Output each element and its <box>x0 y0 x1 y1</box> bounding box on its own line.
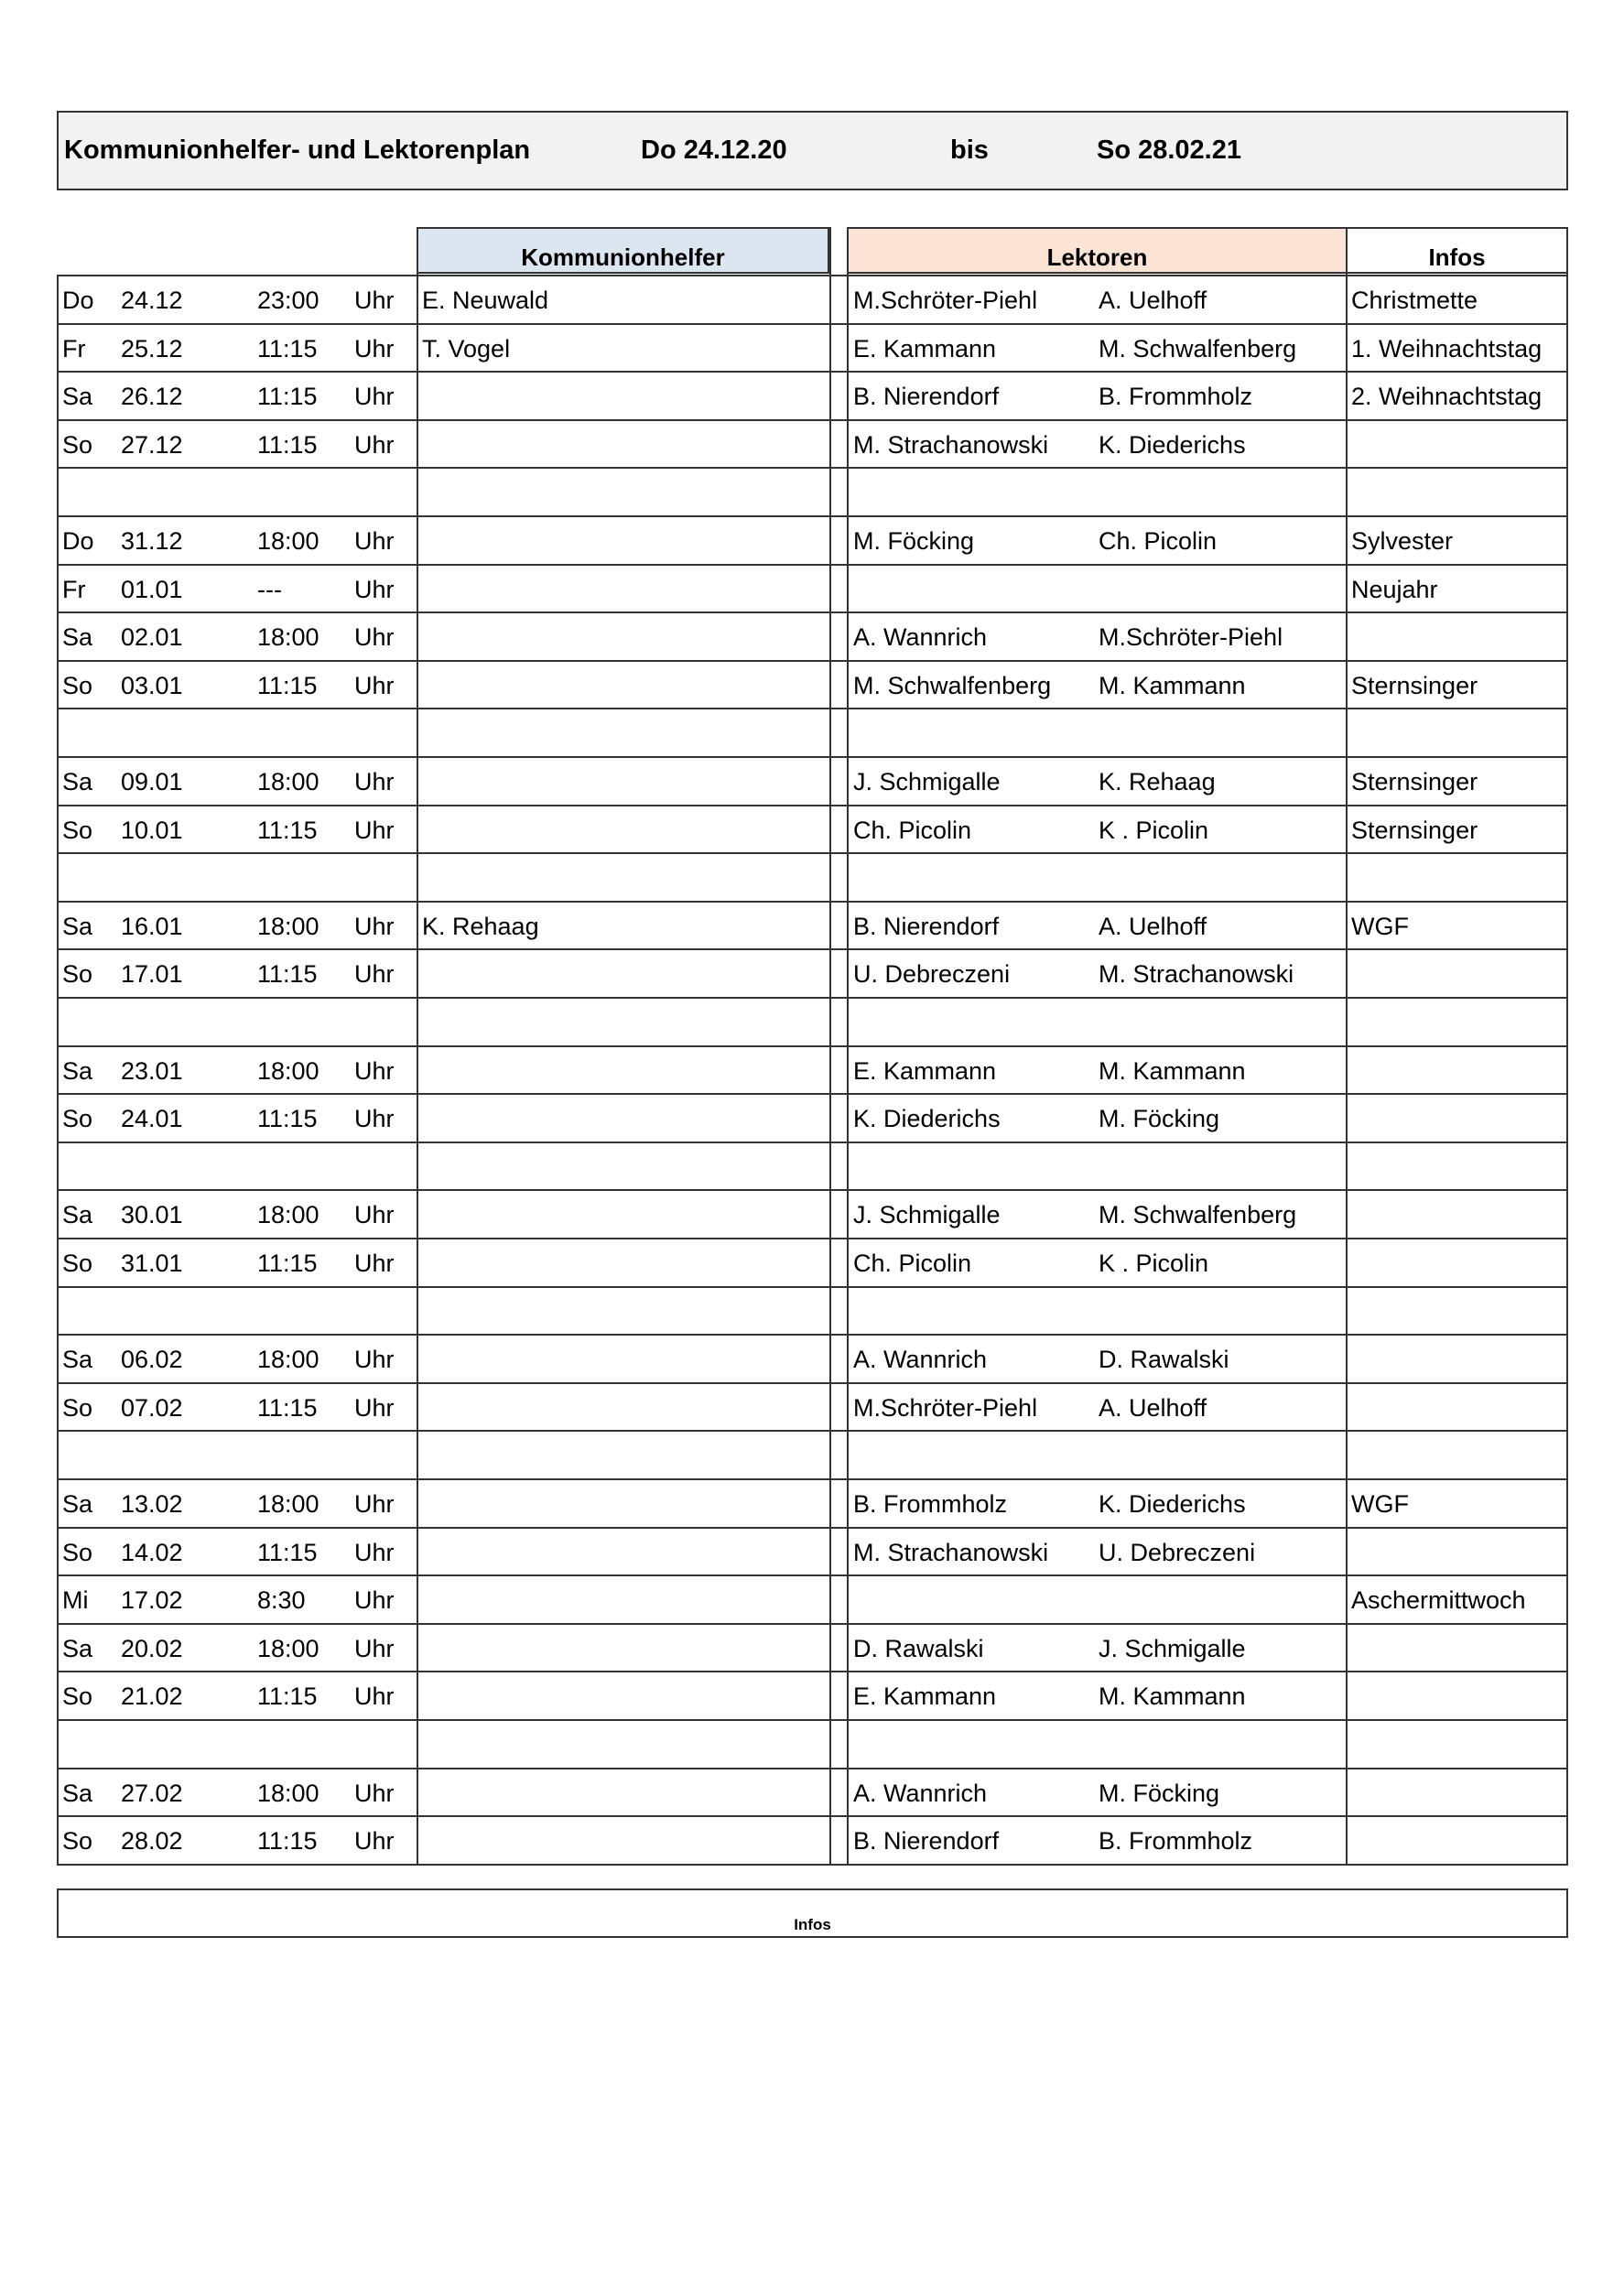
row-divider <box>57 1671 1568 1672</box>
column-header-infos: Infos <box>1346 227 1568 274</box>
lektor-1-cell: B. Nierendorf <box>853 383 1000 411</box>
time-cell: 18:00 <box>257 623 319 652</box>
lektor-1-cell: B. Frommholz <box>853 1490 1008 1518</box>
table-row <box>0 371 1624 419</box>
table-row <box>0 1574 1624 1623</box>
unit-cell: Uhr <box>354 912 395 940</box>
unit-cell: Uhr <box>354 334 395 362</box>
time-cell: 18:00 <box>257 1490 319 1518</box>
time-cell: 11:15 <box>257 430 318 459</box>
unit-cell: Uhr <box>354 1201 395 1229</box>
unit-cell: Uhr <box>354 1490 395 1518</box>
day-cell: Fr <box>62 575 86 603</box>
spacer-row <box>0 467 1624 515</box>
kommunionhelfer-cell: E. Neuwald <box>422 287 549 314</box>
date-cell: 07.02 <box>121 1393 183 1422</box>
date-cell: 27.12 <box>121 430 183 459</box>
row-divider <box>57 997 1568 999</box>
unit-cell: Uhr <box>354 1683 395 1711</box>
spacer-row <box>0 852 1624 901</box>
lektor-2-cell: A. Uelhoff <box>1099 912 1207 940</box>
spacer-row <box>0 1430 1624 1478</box>
column-header-kommunionhelfer: Kommunionhelfer <box>417 227 829 274</box>
time-cell: 11:15 <box>257 1250 318 1277</box>
row-divider <box>57 1334 1568 1336</box>
lektor-2-cell: K. Rehaag <box>1099 768 1216 795</box>
info-cell: Sternsinger <box>1351 768 1478 795</box>
lektor-2-cell: K . Picolin <box>1099 1250 1209 1277</box>
day-cell: Sa <box>62 1634 93 1662</box>
table-row <box>0 756 1624 805</box>
table-row <box>0 1093 1624 1142</box>
row-divider <box>57 1382 1568 1384</box>
day-cell: Fr <box>62 334 86 362</box>
table-row <box>0 660 1624 709</box>
table-row <box>0 419 1624 468</box>
time-cell: 18:00 <box>257 1779 319 1807</box>
time-cell: 18:00 <box>257 1346 319 1374</box>
spacer-row <box>0 708 1624 756</box>
date-from: Do 24.12.20 <box>641 135 787 165</box>
time-cell: 18:00 <box>257 912 319 940</box>
time-cell: 11:15 <box>257 334 318 362</box>
table-row <box>0 611 1624 660</box>
lektor-1-cell: K. Diederichs <box>853 1105 1001 1133</box>
day-cell: So <box>62 1250 93 1277</box>
unit-cell: Uhr <box>354 671 395 699</box>
table-row <box>0 1189 1624 1238</box>
row-divider <box>57 948 1568 950</box>
date-cell: 30.01 <box>121 1201 183 1229</box>
date-cell: 03.01 <box>121 671 183 699</box>
lektor-2-cell: U. Debreczeni <box>1099 1538 1256 1566</box>
date-cell: 27.02 <box>121 1779 183 1807</box>
time-cell: 11:15 <box>257 1105 318 1133</box>
unit-cell: Uhr <box>354 1393 395 1422</box>
lektor-1-cell: A. Wannrich <box>853 623 988 652</box>
row-divider <box>57 323 1568 325</box>
row-divider <box>57 1478 1568 1480</box>
column-header-lektoren: Lektoren <box>847 227 1348 274</box>
row-divider <box>57 611 1568 613</box>
time-cell: 18:00 <box>257 1201 319 1229</box>
date-cell: 13.02 <box>121 1490 183 1518</box>
day-cell: Mi <box>62 1586 89 1615</box>
lektor-2-cell: D. Rawalski <box>1099 1346 1229 1374</box>
time-cell: 8:30 <box>257 1586 306 1615</box>
time-cell: 11:15 <box>257 1538 318 1566</box>
lektor-2-cell: M. Schwalfenberg <box>1099 334 1297 362</box>
time-cell: 18:00 <box>257 527 319 555</box>
row-divider <box>57 660 1568 662</box>
date-cell: 23.01 <box>121 1056 183 1085</box>
lektor-2-cell: Ch. Picolin <box>1099 527 1218 555</box>
day-cell: Sa <box>62 623 93 652</box>
day-cell: So <box>62 671 93 699</box>
unit-cell: Uhr <box>354 768 395 795</box>
day-cell: Sa <box>62 768 93 795</box>
unit-cell: Uhr <box>354 527 395 555</box>
info-cell: Sylvester <box>1351 527 1454 555</box>
lektor-1-cell: J. Schmigalle <box>853 768 1001 795</box>
lektor-1-cell: D. Rawalski <box>853 1634 984 1662</box>
lektor-2-cell: A. Uelhoff <box>1099 287 1207 314</box>
spacer-row <box>0 1286 1624 1335</box>
date-cell: 10.01 <box>121 816 183 844</box>
row-divider <box>57 1527 1568 1529</box>
day-cell: Sa <box>62 1056 93 1085</box>
lektor-2-cell: B. Frommholz <box>1099 383 1253 411</box>
day-cell: So <box>62 1683 93 1711</box>
row-divider <box>57 1093 1568 1095</box>
row-divider <box>57 1430 1568 1432</box>
table-border-left <box>57 275 59 1864</box>
lektor-1-cell: U. Debreczeni <box>853 960 1011 989</box>
unit-cell: Uhr <box>354 1105 395 1133</box>
lektor-2-cell: M. Kammann <box>1099 1056 1246 1085</box>
time-cell: 11:15 <box>257 960 318 989</box>
time-cell: 11:15 <box>257 816 318 844</box>
table-row <box>0 948 1624 997</box>
table-row <box>0 1527 1624 1575</box>
table-row <box>0 323 1624 372</box>
table-row <box>0 901 1624 949</box>
day-cell: So <box>62 1827 93 1856</box>
row-divider <box>57 1574 1568 1576</box>
time-cell: 11:15 <box>257 1683 318 1711</box>
date-cell: 16.01 <box>121 912 183 940</box>
day-cell: Sa <box>62 1779 93 1807</box>
unit-cell: Uhr <box>354 575 395 603</box>
table-row <box>0 564 1624 612</box>
time-cell: 23:00 <box>257 287 319 314</box>
row-divider <box>57 1815 1568 1817</box>
row-divider <box>57 1719 1568 1721</box>
table-row <box>0 1334 1624 1382</box>
date-cell: 06.02 <box>121 1346 183 1374</box>
date-cell: 26.12 <box>121 383 183 411</box>
date-cell: 02.01 <box>121 623 183 652</box>
unit-cell: Uhr <box>354 1779 395 1807</box>
column-divider <box>417 227 418 1864</box>
unit-cell: Uhr <box>354 1056 395 1085</box>
time-cell: 18:00 <box>257 768 319 795</box>
lektor-2-cell: M. Kammann <box>1099 671 1246 699</box>
unit-cell: Uhr <box>354 1346 395 1374</box>
info-cell: WGF <box>1351 912 1409 940</box>
row-divider <box>57 756 1568 758</box>
lektor-2-cell: B. Frommholz <box>1099 1827 1253 1856</box>
lektor-1-cell: M.Schröter-Piehl <box>853 1393 1038 1422</box>
lektor-1-cell: Ch. Picolin <box>853 816 972 844</box>
lektor-2-cell: M. Schwalfenberg <box>1099 1201 1297 1229</box>
lektor-1-cell: B. Nierendorf <box>853 1827 1000 1856</box>
unit-cell: Uhr <box>354 1827 395 1856</box>
row-divider <box>57 852 1568 854</box>
lektor-1-cell: M.Schröter-Piehl <box>853 287 1038 314</box>
date-cell: 28.02 <box>121 1827 183 1856</box>
day-cell: So <box>62 1393 93 1422</box>
row-divider <box>57 275 1568 276</box>
unit-cell: Uhr <box>354 1586 395 1615</box>
info-cell: Sternsinger <box>1351 671 1478 699</box>
time-cell: 11:15 <box>257 383 318 411</box>
date-range-separator: bis <box>950 135 989 165</box>
unit-cell: Uhr <box>354 960 395 989</box>
lektor-1-cell: A. Wannrich <box>853 1779 988 1807</box>
lektor-1-cell: E. Kammann <box>853 1056 997 1085</box>
row-divider <box>57 1768 1568 1769</box>
date-cell: 31.12 <box>121 527 183 555</box>
date-cell: 17.01 <box>121 960 183 989</box>
day-cell: So <box>62 816 93 844</box>
column-divider <box>847 227 849 1864</box>
row-divider <box>57 1189 1568 1191</box>
date-cell: 25.12 <box>121 334 183 362</box>
table-row <box>0 1768 1624 1816</box>
info-cell: WGF <box>1351 1490 1409 1518</box>
day-cell: Do <box>62 287 94 314</box>
lektor-1-cell: M. Schwalfenberg <box>853 671 1052 699</box>
time-cell: --- <box>257 575 282 603</box>
spacer-row <box>0 1719 1624 1768</box>
spacer-row <box>0 997 1624 1045</box>
day-cell: Sa <box>62 383 93 411</box>
table-row <box>0 1671 1624 1719</box>
row-divider <box>57 371 1568 373</box>
table-row <box>0 1045 1624 1094</box>
table-row <box>0 515 1624 564</box>
info-cell: 1. Weihnachtstag <box>1351 334 1543 362</box>
table-row <box>0 1815 1624 1864</box>
unit-cell: Uhr <box>354 383 395 411</box>
date-cell: 31.01 <box>121 1250 183 1277</box>
info-cell: Christmette <box>1351 287 1478 314</box>
lektor-1-cell: E. Kammann <box>853 1683 997 1711</box>
time-cell: 18:00 <box>257 1634 319 1662</box>
lektor-2-cell: A. Uelhoff <box>1099 1393 1207 1422</box>
lektor-2-cell: K . Picolin <box>1099 816 1209 844</box>
row-divider <box>57 419 1568 421</box>
lektor-1-cell: E. Kammann <box>853 334 997 362</box>
column-divider <box>1346 227 1348 1864</box>
day-cell: Sa <box>62 912 93 940</box>
lektor-2-cell: K. Diederichs <box>1099 430 1246 459</box>
row-divider <box>57 1238 1568 1239</box>
time-cell: 11:15 <box>257 1393 318 1422</box>
unit-cell: Uhr <box>354 1634 395 1662</box>
row-divider <box>57 1045 1568 1047</box>
unit-cell: Uhr <box>354 623 395 652</box>
day-cell: Sa <box>62 1346 93 1374</box>
unit-cell: Uhr <box>354 816 395 844</box>
date-cell: 01.01 <box>121 575 183 603</box>
info-cell: 2. Weihnachtstag <box>1351 383 1543 411</box>
row-divider <box>57 1286 1568 1288</box>
day-cell: So <box>62 960 93 989</box>
date-cell: 17.02 <box>121 1586 183 1615</box>
lektor-2-cell: J. Schmigalle <box>1099 1634 1246 1662</box>
lektor-1-cell: Ch. Picolin <box>853 1250 972 1277</box>
info-cell: Neujahr <box>1351 575 1438 603</box>
table-row <box>0 1382 1624 1431</box>
table-border-right <box>1566 227 1568 1864</box>
row-divider <box>57 708 1568 709</box>
date-to: So 28.02.21 <box>1097 135 1241 165</box>
spacer-row <box>0 1142 1624 1190</box>
kommunionhelfer-cell: K. Rehaag <box>422 912 539 940</box>
footer-infos-box <box>57 1888 1568 1938</box>
lektor-2-cell: M. Strachanowski <box>1099 960 1294 989</box>
date-cell: 20.02 <box>121 1634 183 1662</box>
unit-cell: Uhr <box>354 1250 395 1277</box>
footer-infos-label: Infos <box>794 1916 831 1933</box>
day-cell: So <box>62 1538 93 1566</box>
date-cell: 24.12 <box>121 287 183 314</box>
row-divider <box>57 467 1568 469</box>
day-cell: So <box>62 1105 93 1133</box>
lektor-1-cell: M. Föcking <box>853 527 975 555</box>
info-cell: Aschermittwoch <box>1351 1586 1526 1615</box>
unit-cell: Uhr <box>354 1538 395 1566</box>
table-row <box>0 1478 1624 1527</box>
day-cell: Sa <box>62 1490 93 1518</box>
lektor-1-cell: M. Strachanowski <box>853 1538 1049 1566</box>
time-cell: 11:15 <box>257 1827 318 1856</box>
row-divider <box>57 564 1568 566</box>
date-cell: 09.01 <box>121 768 183 795</box>
row-divider <box>57 901 1568 903</box>
date-cell: 14.02 <box>121 1538 183 1566</box>
lektor-1-cell: A. Wannrich <box>853 1346 988 1374</box>
row-divider <box>57 1623 1568 1625</box>
table-row <box>0 805 1624 853</box>
unit-cell: Uhr <box>354 287 395 314</box>
lektor-2-cell: M. Föcking <box>1099 1105 1220 1133</box>
day-cell: So <box>62 430 93 459</box>
day-cell: Sa <box>62 1201 93 1229</box>
lektor-2-cell: K. Diederichs <box>1099 1490 1246 1518</box>
row-divider <box>57 1142 1568 1143</box>
lektor-2-cell: M. Föcking <box>1099 1779 1220 1807</box>
column-divider <box>829 227 831 1864</box>
lektor-2-cell: M. Kammann <box>1099 1683 1246 1711</box>
lektor-1-cell: B. Nierendorf <box>853 912 1000 940</box>
date-cell: 24.01 <box>121 1105 183 1133</box>
table-row <box>0 1238 1624 1286</box>
time-cell: 11:15 <box>257 671 318 699</box>
lektor-1-cell: J. Schmigalle <box>853 1201 1001 1229</box>
table-row <box>0 275 1624 323</box>
row-divider <box>57 805 1568 806</box>
info-cell: Sternsinger <box>1351 816 1478 844</box>
lektor-1-cell: M. Strachanowski <box>853 430 1049 459</box>
kommunionhelfer-cell: T. Vogel <box>422 334 511 362</box>
row-divider <box>57 1864 1568 1866</box>
lektor-2-cell: M.Schröter-Piehl <box>1099 623 1283 652</box>
row-divider <box>57 515 1568 517</box>
plan-title: Kommunionhelfer- und Lektorenplan <box>64 135 531 165</box>
time-cell: 18:00 <box>257 1056 319 1085</box>
day-cell: Do <box>62 527 94 555</box>
unit-cell: Uhr <box>354 430 395 459</box>
table-row <box>0 1623 1624 1672</box>
date-cell: 21.02 <box>121 1683 183 1711</box>
